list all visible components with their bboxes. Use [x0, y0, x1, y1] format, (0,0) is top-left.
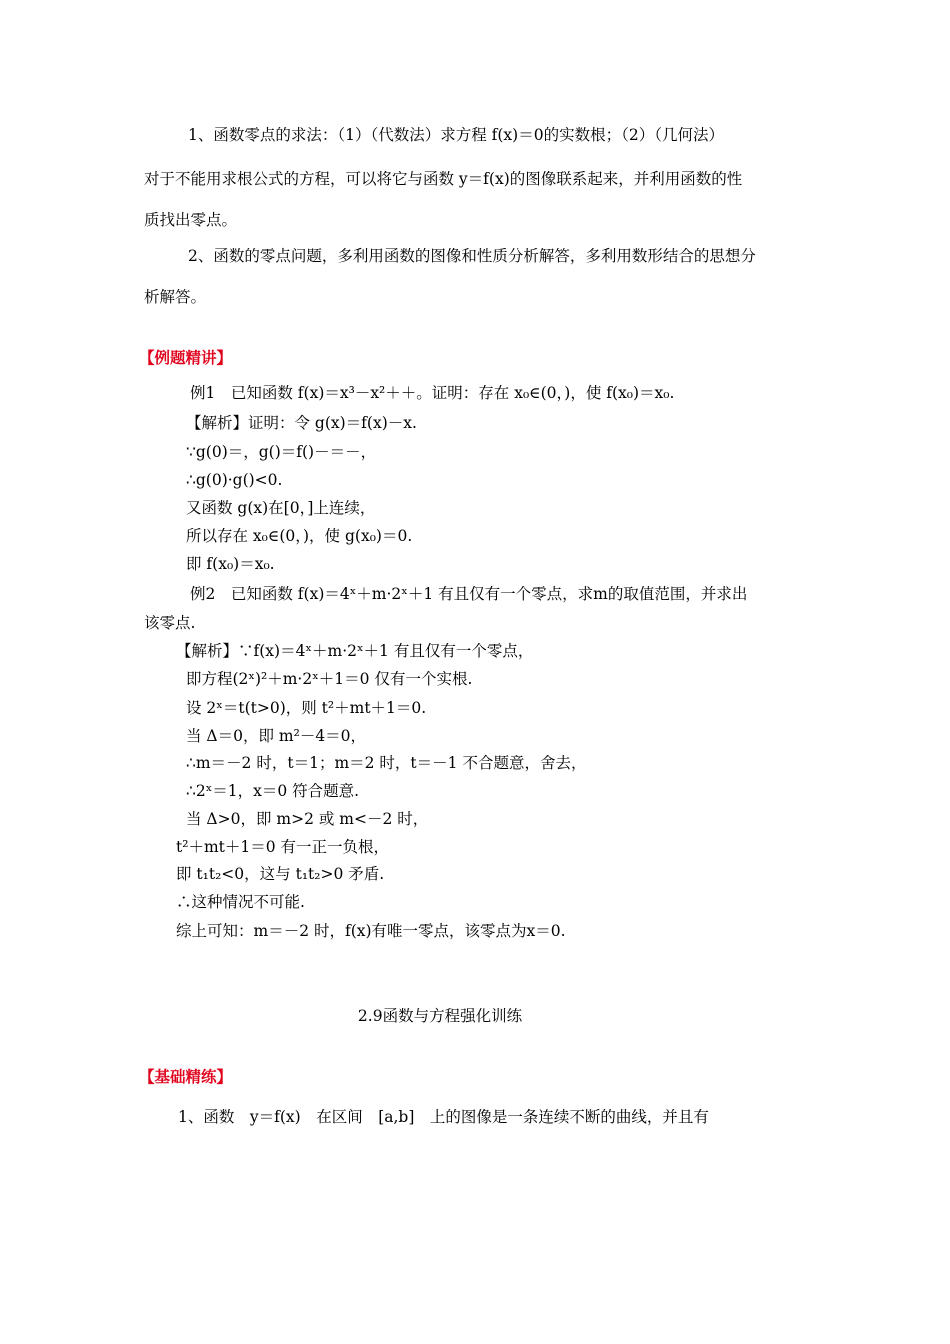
- example-line: 又函数 g(x)在[0，]上连续，: [186, 499, 376, 517]
- examples-heading: 【例题精讲】: [139, 348, 233, 367]
- section-title: 2.9函数与方程强化训练: [357, 1007, 523, 1025]
- example-line: ∴这种情况不可能.: [176, 893, 305, 911]
- example-line: ∴g(0)·g()<0.: [186, 471, 283, 489]
- example-line: t²＋mt＋1＝0 有一正一负根，: [176, 838, 390, 856]
- example-line: 【解析】∵f(x)＝4ˣ＋m·2ˣ＋1 有且仅有一个零点，: [176, 642, 534, 660]
- example-line: 【解析】证明：令 g(x)＝f(x)－x.: [186, 414, 417, 432]
- example-line: 当 Δ>0，即 m>2 或 m<－2 时，: [186, 810, 429, 828]
- example-line: 即 t₁t₂<0，这与 t₁t₂>0 矛盾.: [176, 865, 385, 883]
- intro-p1-line2: 对于不能用求根公式的方程，可以将它与函数 y＝f(x)的图像联系起来，并利用函数的性: [144, 170, 743, 188]
- example-line: 例1 已知函数 f(x)＝x³－x²＋＋。证明：存在 x₀∈(0，)，使 f(x₀)＝x₀.: [190, 384, 675, 402]
- intro-p1-line1: 1、函数零点的求法：（1）（代数法）求方程 f(x)＝0的实数根；（2）（几何法）: [188, 126, 724, 144]
- example-line: 所以存在 x₀∈(0，)，使 g(x₀)＝0.: [186, 527, 413, 545]
- example-line: 当 Δ＝0，即 m²－4＝0，: [186, 727, 367, 745]
- example-line: 即方程(2ˣ)²＋m·2ˣ＋1＝0 仅有一个实根.: [186, 670, 473, 688]
- intro-p2-line2: 析解答。: [144, 288, 207, 306]
- example-line: ∴2ˣ＝1，x＝0 符合题意.: [186, 782, 360, 800]
- example-line: 综上可知：m＝－2 时，f(x)有唯一零点，该零点为x＝0.: [176, 922, 566, 940]
- example-line: ∵g(0)＝，g()＝f()－＝－，: [186, 443, 377, 461]
- example-line: 设 2ˣ＝t(t>0)，则 t²＋mt＋1＝0.: [186, 699, 427, 717]
- intro-p2-line1: 2、函数的零点问题，多利用函数的图像和性质分析解答，多利用数形结合的思想分: [188, 247, 756, 265]
- basics-line1: 1、函数 y＝f(x) 在区间 [a,b] 上的图像是一条连续不断的曲线，并且有: [178, 1108, 709, 1126]
- example-line: 该零点.: [144, 614, 196, 632]
- example-line: ∴m＝－2 时，t＝1；m＝2 时，t＝－1 不合题意，舍去，: [186, 754, 587, 772]
- example-line: 即 f(x₀)＝x₀.: [186, 555, 275, 573]
- intro-p1-line3: 质找出零点。: [144, 211, 238, 229]
- basics-heading: 【基础精练】: [139, 1067, 233, 1086]
- example-line: 例2 已知函数 f(x)＝4ˣ＋m·2ˣ＋1 有且仅有一个零点，求m的取值范围，并求出: [190, 585, 748, 603]
